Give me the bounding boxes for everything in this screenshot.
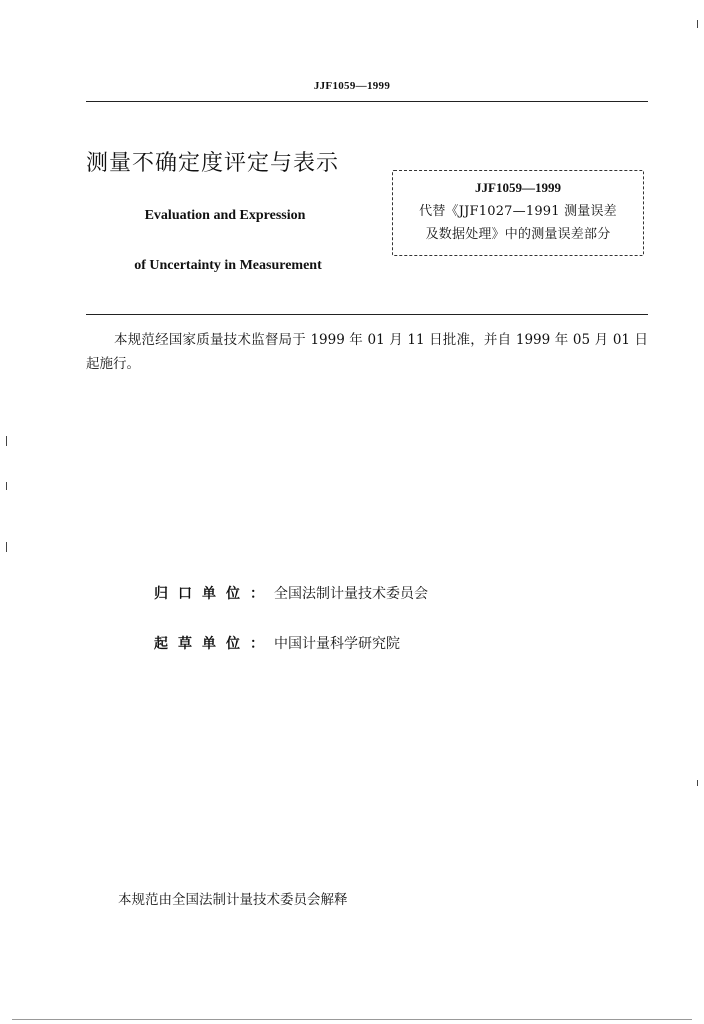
replacement-standard-code: JJF1059—1999 (475, 180, 561, 195)
drafting-unit-label: 起草单位： (154, 636, 274, 652)
title-chinese: 测量不确定度评定与表示 (86, 151, 340, 176)
responsible-unit-line (154, 583, 428, 603)
scan-mark-right-1 (697, 20, 698, 28)
scan-mark-bottom (12, 1019, 692, 1020)
header-rule (86, 101, 648, 102)
replacement-line1: 代替《JJF1027—1991 测量误差 (419, 204, 617, 219)
interpretation-note: 本规范由全国法制计量技术委员会解释 (118, 892, 348, 908)
responsible-unit-label: 归口单位： (154, 586, 274, 602)
approval-paragraph: 本规范经国家质量技术监督局于 1999 年 01 月 11 日批准，并自 1999 年 05 月 01 日起施行。 (86, 332, 648, 372)
replacement-notice-box (392, 170, 644, 256)
section-rule (86, 314, 648, 315)
scan-mark-left-1 (6, 436, 7, 446)
responsible-unit-value: 全国法制计量技术委员会 (274, 586, 428, 602)
title-english-line1: Evaluation and Expression (144, 208, 306, 223)
drafting-unit-line (154, 633, 400, 653)
scan-mark-left-2 (6, 482, 7, 490)
scan-mark-right-2 (697, 780, 698, 786)
header-standard-code: JJF1059—1999 (313, 80, 391, 92)
replacement-line2: 及数据处理》中的测量误差部分 (425, 227, 611, 242)
title-english-line2: of Uncertainty in Measurement (134, 258, 322, 273)
scan-mark-left-3 (6, 542, 7, 552)
drafting-unit-value: 中国计量科学研究院 (274, 636, 400, 652)
